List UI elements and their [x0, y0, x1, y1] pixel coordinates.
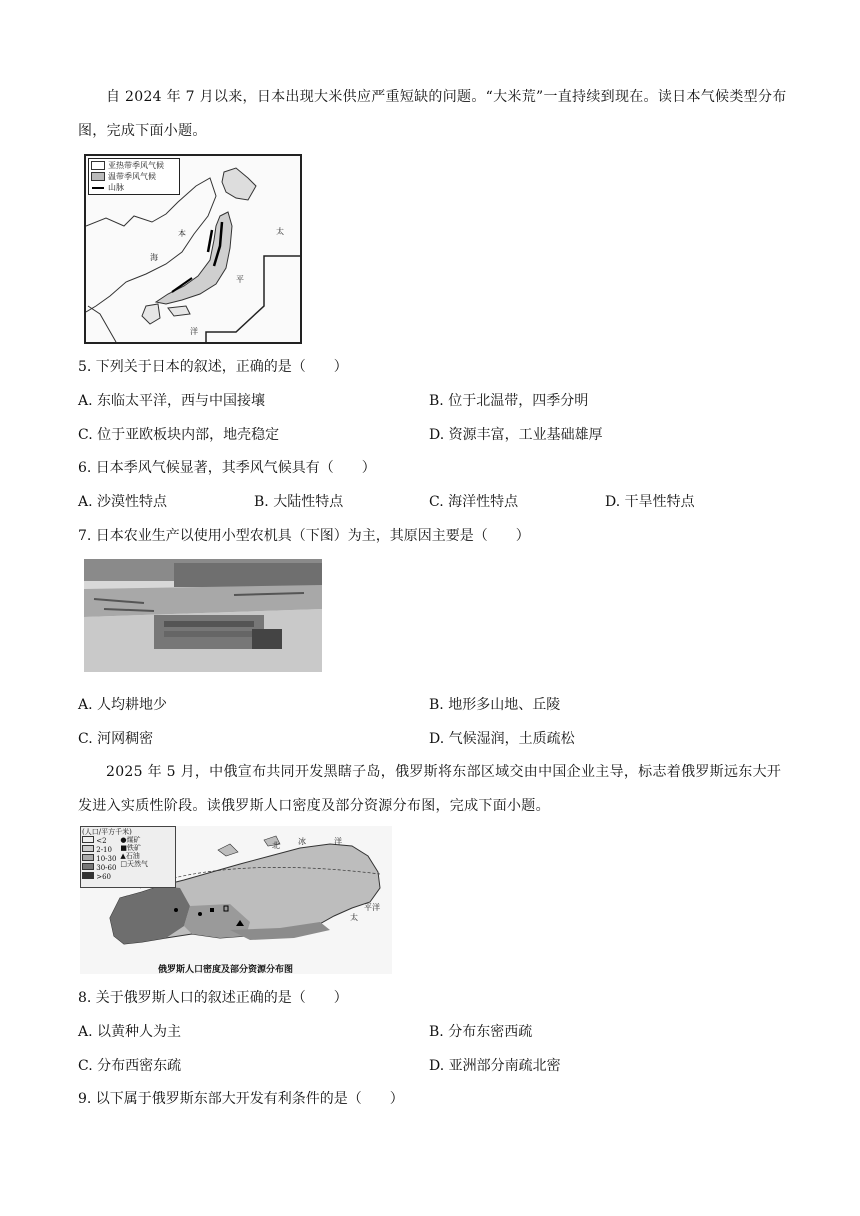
map-label: 北 — [272, 841, 280, 850]
japan-climate-map — [84, 154, 302, 344]
density-swatch — [82, 872, 94, 879]
map-label: 洋 — [190, 327, 198, 336]
resource-row — [120, 844, 148, 852]
map-label: 平 — [236, 275, 244, 284]
density-label: <2 — [96, 837, 107, 845]
q6-option-b[interactable]: B. 大陆性特点 — [254, 494, 344, 510]
density-row — [82, 872, 116, 881]
swatch-subtropical — [91, 161, 105, 170]
coal-icon: ● — [120, 836, 127, 844]
q5-option-b[interactable]: B. 位于北温带，四季分明 — [429, 393, 589, 409]
question-6-stem: 6. 日本季风气候显著，其季风气候具有（ ） — [78, 460, 376, 476]
q5-option-a[interactable]: A. 东临太平洋，西与中国接壤 — [78, 393, 266, 409]
resource-label: 天然气 — [127, 860, 149, 868]
resource-label: 石油 — [125, 852, 140, 860]
density-row — [82, 845, 116, 854]
density-label: 30-60 — [96, 864, 117, 872]
small-farm-machine-photo — [84, 559, 322, 672]
density-label: >60 — [96, 873, 112, 881]
q7-option-d[interactable]: D. 气候湿润，土质疏松 — [429, 731, 575, 747]
legend-row-subtropical — [91, 160, 177, 171]
intro-paragraph-russia: 2025 年 5 月，中俄宣布共同开发黑瞎子岛，俄罗斯将东部区域交由中国企业主导，标志着俄罗斯远东大开发进入实质性阶段。读俄罗斯人口密度及部分资源分布图，完成下面小题。 — [78, 764, 782, 814]
question-9-stem: 9. 以下属于俄罗斯东部大开发有利条件的是（ ） — [78, 1091, 404, 1107]
intro-paragraph-japan: 自 2024 年 7 月以来，日本出现大米供应严重短缺的问题。“大米荒”一直持续到现在。读日本气候类型分布图，完成下面小题。 — [78, 89, 787, 139]
russia-population-resource-map — [80, 826, 392, 974]
q7-option-c[interactable]: C. 河网稠密 — [78, 731, 154, 747]
density-swatch — [82, 854, 94, 861]
map-label: 洋 — [334, 837, 342, 846]
resource-row — [120, 860, 148, 868]
q8-option-b[interactable]: B. 分布东密西疏 — [429, 1024, 533, 1040]
map-label: 本 — [178, 229, 186, 238]
density-label: 2-10 — [96, 846, 112, 854]
legend-label: 山脉 — [108, 183, 124, 192]
density-row — [82, 836, 116, 845]
resource-row — [120, 836, 148, 844]
oil-icon: ▲ — [120, 852, 126, 860]
map-label: 平洋 — [364, 903, 380, 912]
density-swatch — [82, 845, 94, 852]
mountain-line-icon — [92, 187, 104, 189]
map-legend — [88, 158, 180, 195]
legend-resource-column — [120, 836, 148, 881]
legend-label: 温带季风气候 — [108, 172, 156, 181]
resource-label: 煤矿 — [126, 836, 141, 844]
legend-label: 亚热带季风气候 — [108, 161, 164, 170]
question-8-stem: 8. 关于俄罗斯人口的叙述正确的是（ ） — [78, 990, 348, 1006]
density-label: 10-30 — [96, 855, 117, 863]
map-label: 太 — [350, 913, 358, 922]
density-swatch — [82, 836, 94, 843]
resource-row — [120, 852, 148, 860]
question-5-stem: 5. 下列关于日本的叙述，正确的是（ ） — [78, 359, 348, 375]
map-label: 冰 — [298, 837, 306, 846]
q5-option-d[interactable]: D. 资源丰富，工业基础雄厚 — [429, 427, 603, 443]
legend-body — [82, 836, 174, 881]
photo-drawing — [84, 559, 322, 672]
q8-option-d[interactable]: D. 亚洲部分南疏北密 — [429, 1058, 561, 1074]
resource-label: 铁矿 — [127, 844, 142, 852]
iron-icon: ■ — [120, 844, 128, 852]
q7-option-b[interactable]: B. 地形多山地、丘陵 — [429, 697, 561, 713]
q5-option-c[interactable]: C. 位于亚欧板块内部，地壳稳定 — [78, 427, 280, 443]
q8-option-a[interactable]: A. 以黄种人为主 — [78, 1024, 182, 1040]
q7-option-a[interactable]: A. 人均耕地少 — [78, 697, 168, 713]
density-swatch — [82, 863, 94, 870]
gas-icon: □ — [120, 860, 128, 868]
legend-title: (人口/平方千米) — [82, 828, 132, 836]
density-row — [82, 863, 116, 872]
legend-density-column — [82, 836, 116, 881]
q6-option-d[interactable]: D. 干旱性特点 — [605, 494, 695, 510]
swatch-temperate — [91, 172, 105, 181]
question-7-stem: 7. 日本农业生产以使用小型农机具（下图）为主，其原因主要是（ ） — [78, 528, 530, 544]
legend-row-temperate — [91, 171, 177, 182]
q6-option-a[interactable]: A. 沙漠性特点 — [78, 494, 168, 510]
legend-row-mountain — [91, 182, 177, 193]
density-legend — [80, 826, 176, 888]
density-row — [82, 854, 116, 863]
map-label: 太 — [276, 227, 284, 236]
map-caption: 俄罗斯人口密度及部分资源分布图 — [158, 965, 294, 974]
q8-option-c[interactable]: C. 分布西密东疏 — [78, 1058, 182, 1074]
q6-option-c[interactable]: C. 海洋性特点 — [429, 494, 519, 510]
map-label: 海 — [150, 253, 158, 262]
